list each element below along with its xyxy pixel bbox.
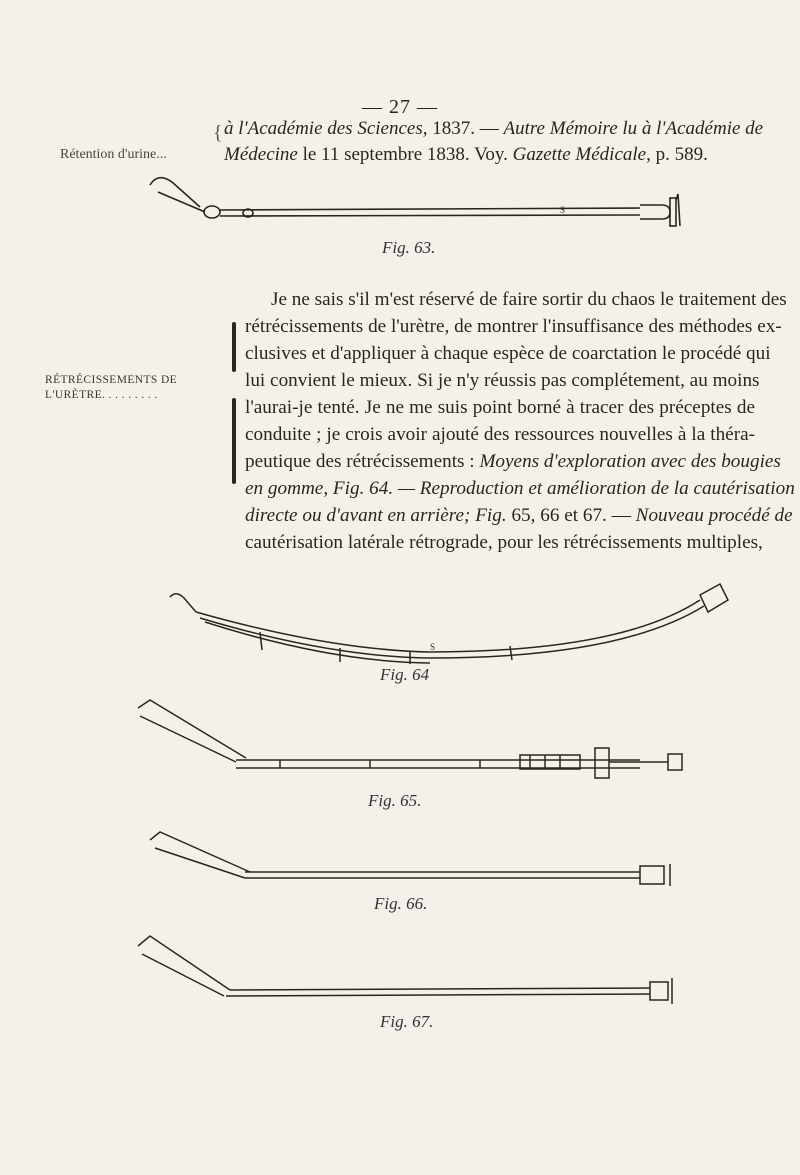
margin-note-uretre: L'URÈTRE. . . . . . . . . [45,389,158,401]
reference-line-2 [224,144,708,166]
body-line: l'aurai-je tenté. Je ne me suis point borné à tracer des préceptes de [245,397,755,418]
body-line: clusives et d'appliquer à chaque espèce de coarctation le procédé qui [245,343,771,364]
body-text: peutique des rétrécissements : [245,451,480,472]
body-line [245,449,781,475]
ref-italic: Autre Mémoire lu à l'Académie de [503,118,764,139]
brace-line-bottom [232,398,236,484]
caption-fig-66: Fig. 66. [374,894,428,913]
svg-text:S: S [430,642,436,652]
ref-text: le 11 septembre 1838. Voy. [297,144,513,165]
margin-note-retrecissements: RÉTRÉCISSEMENTS DE [45,374,178,386]
ref-text: , 1837. — [422,118,504,139]
ref-italic: Gazette Médicale [512,144,647,165]
body-line: conduite ; je crois avoir ajouté des ressources nouvelles à la théra- [245,424,755,445]
margin-note-retention: Rétention d'urine... [60,147,167,162]
brace-icon: { [213,122,223,144]
ref-italic: Médecine [224,144,298,165]
ref-text: , p. 589. [646,144,708,165]
page-number: — 27 — [362,96,438,118]
caption-fig-64: Fig. 64 [380,665,430,684]
body-italic: Moyens d'exploration avec des bougies [479,451,781,472]
brace-line-top [232,322,236,372]
svg-text:S: S [560,205,566,215]
caption-fig-63: Fig. 63. [382,238,436,257]
body-line [245,503,793,529]
body-line [245,476,795,502]
body-italic: directe ou d'avant en arrière; Fig. [245,505,512,526]
body-italic: en gomme, Fig. 64. — [245,478,420,499]
body-italic: Nouveau procédé de [635,505,793,526]
body-line: rétrécissements de l'urètre, de montrer l'insuffisance des méthodes ex- [245,316,782,337]
body-italic-bold: Reproduction et amélioration de la cautérisation [419,478,795,499]
body-line: lui convient le mieux. Si je n'y réussis pas complétement, au moins [245,370,760,391]
body-line: Je ne sais s'il m'est réservé de faire sortir du chaos le traitement des [271,289,787,310]
caption-fig-65: Fig. 65. [368,791,422,810]
caption-fig-67: Fig. 67. [380,1012,434,1031]
body-line: cautérisation latérale rétrograde, pour les rétrécissements multiples, [245,532,763,553]
body-text: 65, 66 et 67. — [511,505,636,526]
ref-italic: à l'Académie des Sciences [224,118,423,139]
reference-line-1 [224,118,763,140]
